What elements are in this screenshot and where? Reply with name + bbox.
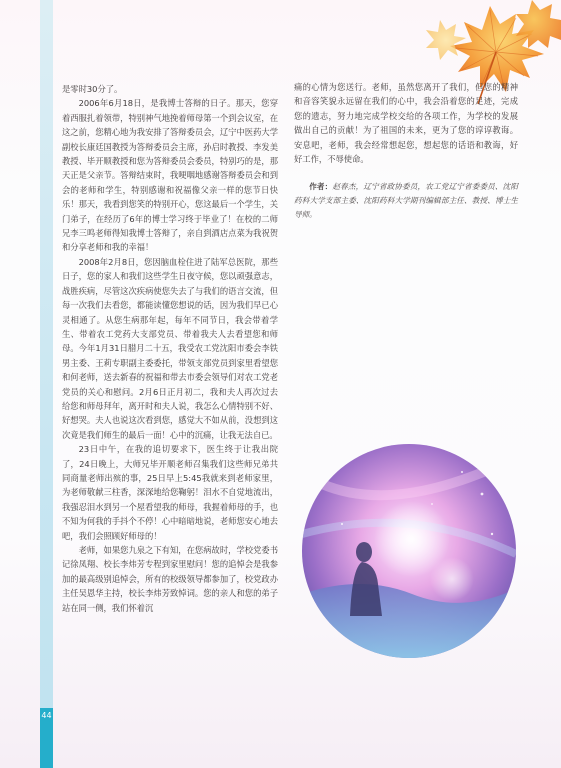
article-left-column <box>62 82 278 615</box>
left-decorative-bar <box>40 0 53 768</box>
paragraph: 老师，如果您九泉之下有知，在您病故时，学校党委书记徐凤翔、校长李炜芳专程到家里慰问！您的追悼会是我参加的最高级别追悼会，所有的校级领导都参加了，校党政办主任吴恩华主持，校长李炜芳致悼词。您的亲人和您的弟子站在同一侧，我们怀着沉 <box>62 545 278 613</box>
author-text: 赵春杰，辽宁省政协委员，农工党辽宁省委委员、沈阳药科大学支部主委、沈阳药科大学期刊编辑部主任、教授、博士生导师。 <box>294 182 518 219</box>
paragraph: 是零时30分了。 <box>62 84 123 94</box>
paragraph: 2008年2月8日，您因脑血栓住进了陆军总医院，那些日子，您的家人和我们这些学生日夜守候，您以顽强意志，战胜疾病，尽管这次疾病使您失去了与我们的语言交流，但每一次我们去看您，都能读懂您想说的话，因为我们早已心灵相通了。从您生病那年起，每年不同节日，我会带着学生、带着农工党药大支部党员、带着我夫人去看望您和师母。今年1月31日腊月二十五，我受农工党沈阳市委会李铁男主委、王莉专职副主委委托，带领支部党员到家里看望您和何老师，送去新春的祝福和带去市委会领导们对农工党老党员的关心和慰问。2月6日正月初二，我和夫人再次过去给您和师母拜年，离开时和夫人说，我怎么心情特别不好、好想哭。夫人也说这次看到您，感觉大不如从前，没想到这次竟是我们师生的最后一面！心中的沉痛，让我无法自已。 <box>62 256 278 440</box>
paragraph: 23日中午，在我的追切要求下，医生终于让我出院了，24日晚上，大师兄毕开顺老师召集我们这些师兄弟共同商量老师出殡的事，25日早上5:45我就来到老师家里，为老师敬献三柱香，深深地给您鞠躬！泪水不自觉地流出，我强忍泪水到另一个屋看望我的师母，我握着师母的手，也不知为何我的手抖个不停！心中暗暗地说，老师您安心地去吧，我们会照顾好师母的！ <box>62 444 278 541</box>
paragraph: 痛的心情为您送行。老师，虽然您离开了我们，但您的精神和音容笑貌永远留在我们的心中，我会沿着您的足迹，完成您的遗志，努力地完成学校交给的各项工作，为学校的发展做出自己的贡献！为了祖国的未来，更为了您的谆谆教诲。安息吧，老师，我会经常想起您，想起您的话语和教诲，好好工作，不辱使命。 <box>294 82 518 165</box>
author-bio <box>294 180 518 221</box>
paragraph: 2006年6月18日，是我博士答辩的日子。那天，您穿着西服扎着领带，特别神气地挽着师母第一个到会议室，在这之前，您精心地为我安排了答辩委员会，辽宁中医药大学副校长康廷国教授为答辩委员会主席，孙启时教授、李发美教授、毕开顺教授和您为答辩委员会委员，特别巧的是，那天正是父亲节。答辩结束时，我哽咽地感谢答辩委员会和到会的老师和学生，特别感谢和祝福像父亲一样的您节日快乐！那天，我看到您笑的特别开心，您这最后一个学生，关门弟子，在经历了6年的博士学习终于毕业了！在校的二师兄李三鸣老师得知我博士答辩了，亲自到酒店点菜为我祝贺和分享老师和我的幸福！ <box>62 98 278 253</box>
page-number: 44 <box>41 711 52 720</box>
memorial-photo <box>302 444 516 658</box>
author-label: 作者： <box>309 182 333 192</box>
article-right-column <box>294 80 518 221</box>
